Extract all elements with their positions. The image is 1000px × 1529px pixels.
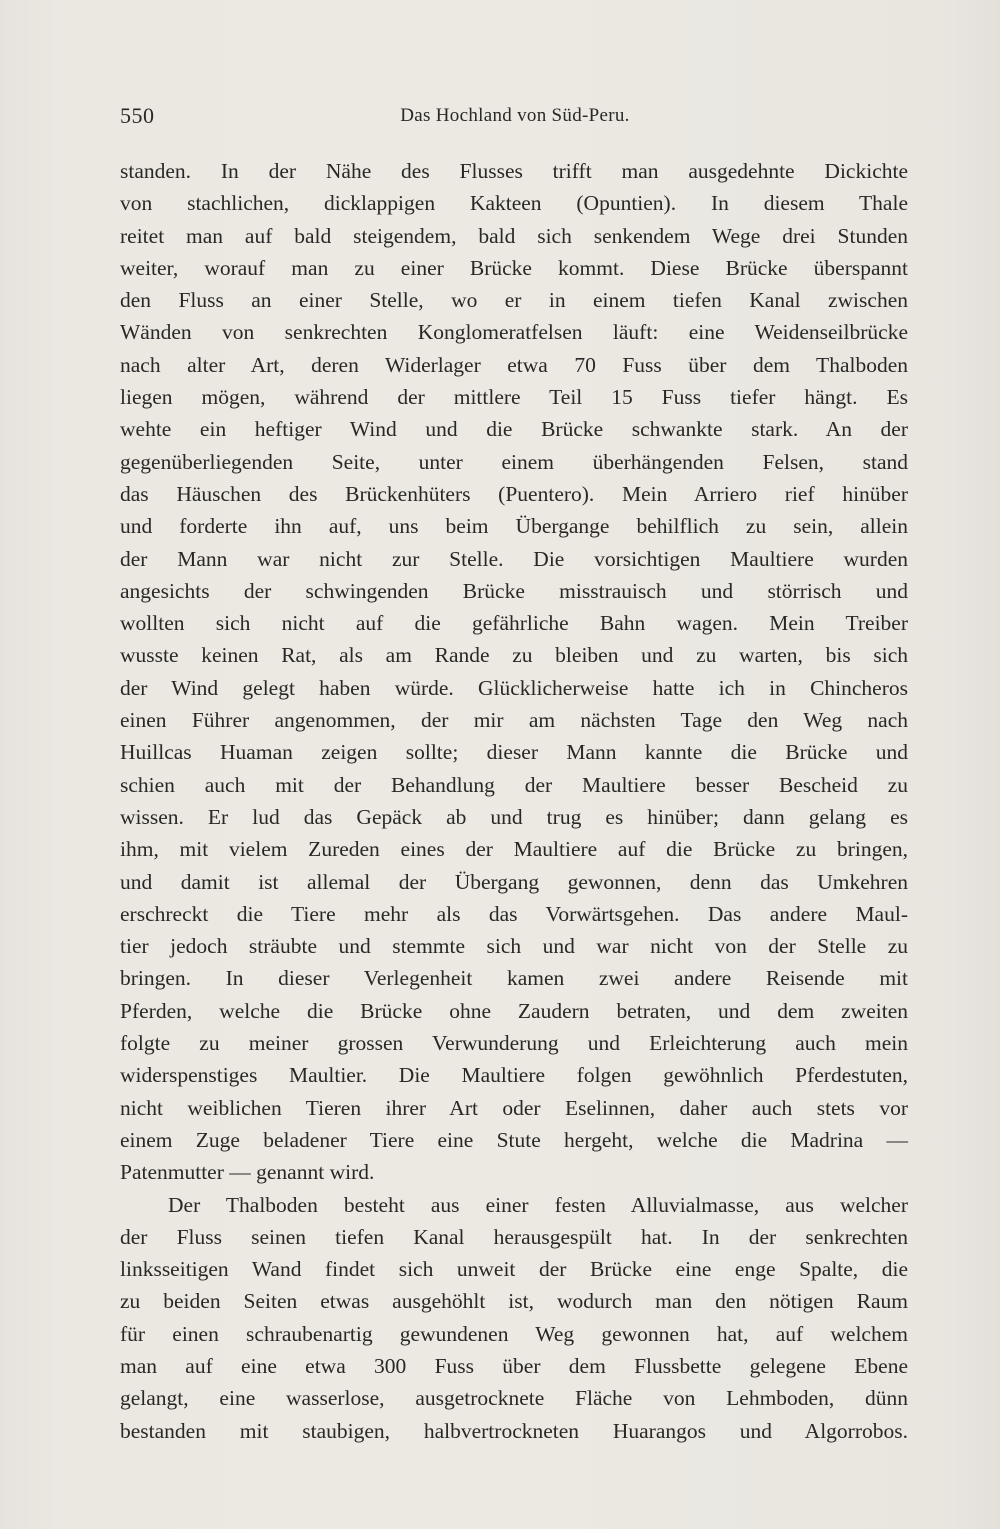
text-line: man auf eine etwa 300 Fuss über dem Flussbette gelegene Ebene bbox=[120, 1353, 908, 1378]
body-text bbox=[120, 155, 908, 1447]
text-line: tier jedoch sträubte und stemmte sich und war nicht von der Stelle zu bbox=[120, 934, 908, 959]
text-line: bestanden mit staubigen, halbvertrockneten Huarangos und Algorrobos. bbox=[120, 1418, 908, 1443]
text-line: der Wind gelegt haben würde. Glücklicherweise hatte ich in Chincheros bbox=[120, 675, 908, 700]
text-line: widerspenstiges Maultier. Die Maultiere folgen gewöhnlich Pferdestuten, bbox=[120, 1063, 908, 1088]
text-line: gegenüberliegenden Seite, unter einem überhängenden Felsen, stand bbox=[120, 449, 908, 474]
text-line: wollten sich nicht auf die gefährliche Bahn wagen. Mein Treiber bbox=[120, 611, 908, 636]
text-line: einen Führer angenommen, der mir am nächsten Tage den Weg nach bbox=[120, 708, 908, 733]
paragraph bbox=[120, 155, 908, 1189]
text-line: zu beiden Seiten etwas ausgehöhlt ist, wodurch man den nötigen Raum bbox=[120, 1289, 908, 1314]
text-line: Huillcas Huaman zeigen sollte; dieser Mann kannte die Brücke und bbox=[120, 740, 908, 765]
text-line: den Fluss an einer Stelle, wo er in einem tiefen Kanal zwischen bbox=[120, 288, 908, 313]
text-line: reitet man auf bald steigendem, bald sich senkendem Wege drei Stunden bbox=[120, 223, 908, 248]
text-line: linksseitigen Wand findet sich unweit der Brücke eine enge Spalte, die bbox=[120, 1257, 908, 1282]
text-line: wusste keinen Rat, als am Rande zu bleiben und zu warten, bis sich bbox=[120, 643, 908, 668]
text-line: wehte ein heftiger Wind und die Brücke schwankte stark. An der bbox=[120, 417, 908, 442]
page-header bbox=[120, 103, 910, 133]
text-line: das Häuschen des Brückenhüters (Puentero). Mein Arriero rief hinüber bbox=[120, 481, 908, 506]
text-line: von stachlichen, dicklappigen Kakteen (Opuntien). In diesem Thale bbox=[120, 191, 908, 216]
text-line: Der Thalboden besteht aus einer festen Alluvialmasse, aus welcher bbox=[168, 1192, 908, 1217]
text-line: ihm, mit vielem Zureden eines der Maultiere auf die Brücke zu bringen, bbox=[120, 837, 908, 862]
page-number: 550 bbox=[120, 103, 155, 128]
text-line: und damit ist allemal der Übergang gewonnen, denn das Umkehren bbox=[120, 869, 908, 894]
text-line: nach alter Art, deren Widerlager etwa 70 Fuss über dem Thalboden bbox=[120, 352, 908, 377]
running-title: Das Hochland von Süd-Peru. bbox=[400, 105, 630, 126]
text-line: nicht weiblichen Tieren ihrer Art oder Eselinnen, daher auch stets vor bbox=[120, 1095, 908, 1120]
text-line: weiter, worauf man zu einer Brücke kommt. Diese Brücke überspannt bbox=[120, 255, 908, 280]
text-line: folgte zu meiner grossen Verwunderung und Erleichterung auch mein bbox=[120, 1031, 908, 1056]
paragraph bbox=[120, 1189, 908, 1447]
text-line: erschreckt die Tiere mehr als das Vorwärtsgehen. Das andere Maul- bbox=[120, 901, 908, 926]
text-line: gelangt, eine wasserlose, ausgetrocknete Fläche von Lehmboden, dünn bbox=[120, 1386, 908, 1411]
text-line: bringen. In dieser Verlegenheit kamen zwei andere Reisende mit bbox=[120, 966, 908, 991]
text-line: schien auch mit der Behandlung der Maultiere besser Bescheid zu bbox=[120, 772, 908, 797]
text-line: für einen schraubenartig gewundenen Weg gewonnen hat, auf welchem bbox=[120, 1321, 908, 1346]
text-line: und forderte ihn auf, uns beim Übergange behilflich zu sein, allein bbox=[120, 514, 908, 539]
text-line: angesichts der schwingenden Brücke misstrauisch und störrisch und bbox=[120, 578, 908, 603]
text-line: der Mann war nicht zur Stelle. Die vorsichtigen Maultiere wurden bbox=[120, 546, 908, 571]
text-line: standen. In der Nähe des Flusses trifft man ausgedehnte Dickichte bbox=[120, 159, 908, 183]
text-line: Wänden von senkrechten Konglomeratfelsen läuft: eine Weidenseilbrücke bbox=[120, 320, 908, 345]
text-line: wissen. Er lud das Gepäck ab und trug es hinüber; dann gelang es bbox=[120, 804, 908, 829]
text-line: einem Zuge beladener Tiere eine Stute hergeht, welche die Madrina — bbox=[120, 1127, 908, 1152]
text-line: Patenmutter — genannt wird. bbox=[120, 1160, 375, 1185]
text-line: liegen mögen, während der mittlere Teil 15 Fuss tiefer hängt. Es bbox=[120, 385, 908, 410]
text-line: Pferden, welche die Brücke ohne Zaudern betraten, und dem zweiten bbox=[120, 998, 908, 1023]
text-line: der Fluss seinen tiefen Kanal herausgespült hat. In der senkrechten bbox=[120, 1224, 908, 1249]
